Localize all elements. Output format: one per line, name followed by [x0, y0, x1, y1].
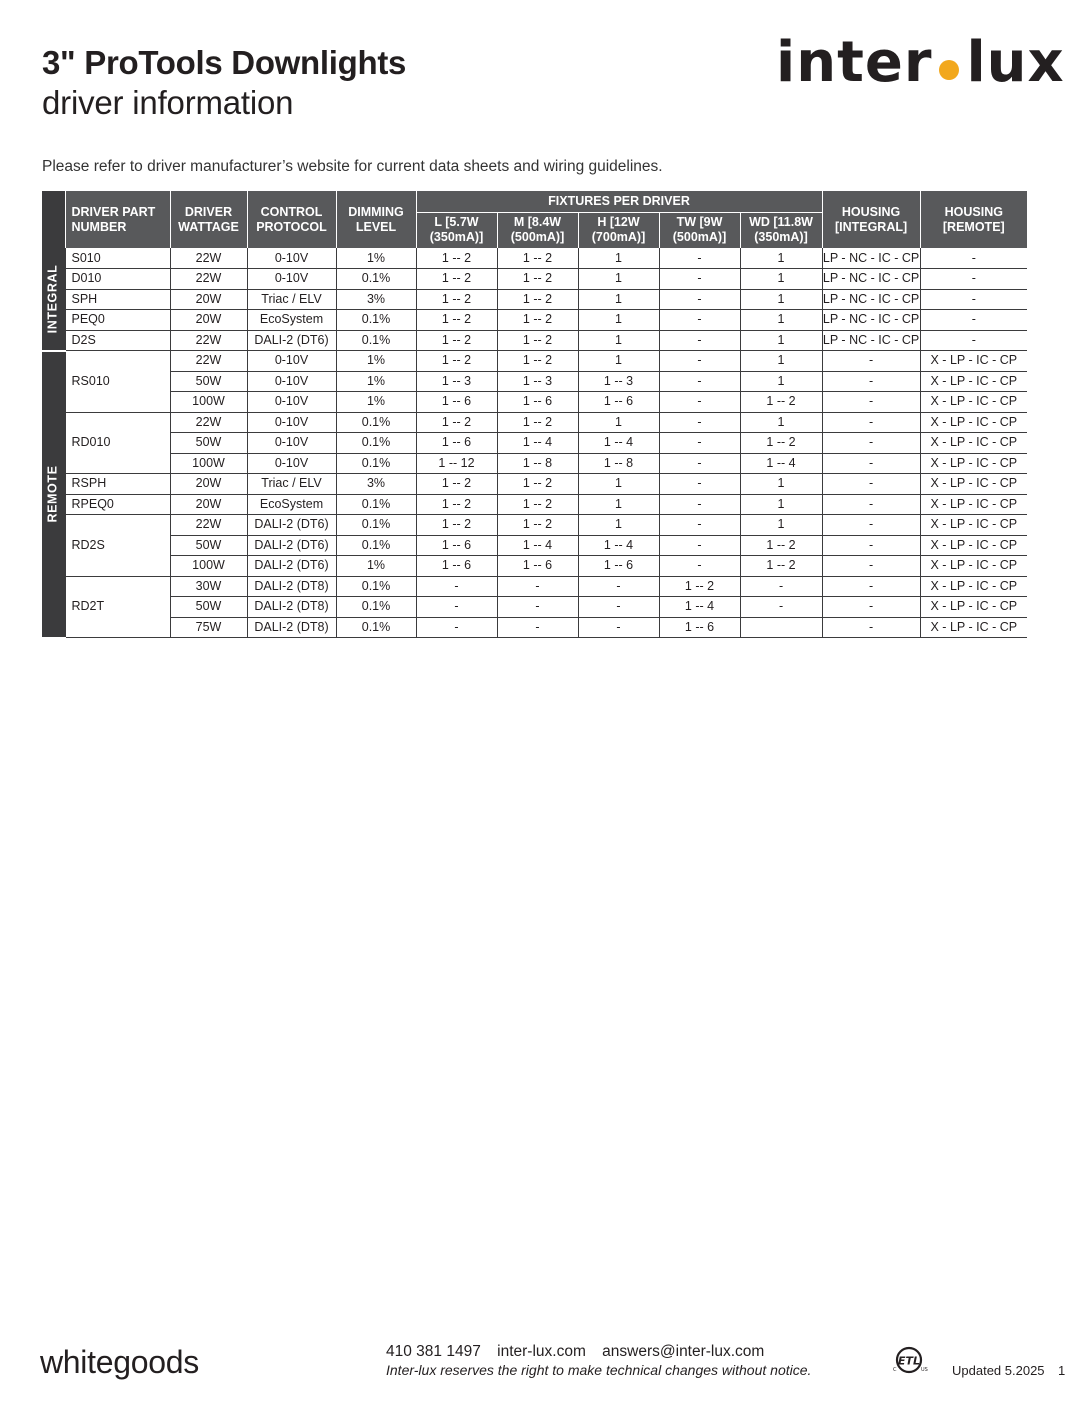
m-cell: 1 -- 6 [497, 392, 578, 413]
h-cell: 1 -- 4 [578, 535, 659, 556]
dimming-cell: 0.1% [336, 453, 416, 474]
l-cell: 1 -- 6 [416, 433, 497, 454]
m-cell: 1 -- 2 [497, 289, 578, 310]
h-cell: 1 [578, 515, 659, 536]
wattage-cell: 50W [170, 535, 247, 556]
col-part-number: DRIVER PART NUMBER [65, 191, 170, 248]
wd-cell: 1 [740, 351, 822, 372]
housing-integral-cell: - [822, 515, 920, 536]
wattage-cell: 50W [170, 371, 247, 392]
svg-text:US: US [921, 1367, 928, 1373]
wattage-cell: 100W [170, 556, 247, 577]
tw-cell: - [659, 351, 740, 372]
wd-cell: 1 [740, 310, 822, 331]
m-cell: 1 -- 2 [497, 474, 578, 495]
part-number-cell: RD2T [65, 576, 170, 638]
housing-integral-cell: - [822, 392, 920, 413]
protocol-cell: DALI-2 (DT8) [247, 617, 336, 638]
housing-remote-cell: - [920, 248, 1027, 269]
housing-integral-cell: - [822, 494, 920, 515]
m-cell: 1 -- 4 [497, 535, 578, 556]
table-row [42, 351, 1027, 372]
protocol-cell: 0-10V [247, 269, 336, 290]
tw-cell: - [659, 515, 740, 536]
protocol-cell: EcoSystem [247, 494, 336, 515]
l-cell: 1 -- 2 [416, 494, 497, 515]
tw-cell: - [659, 330, 740, 351]
l-cell: - [416, 617, 497, 638]
table-row [42, 576, 1027, 597]
tw-cell: - [659, 289, 740, 310]
svg-text:ETL: ETL [897, 1354, 921, 1368]
housing-integral-cell: - [822, 556, 920, 577]
h-cell: 1 [578, 494, 659, 515]
driver-table [42, 191, 1027, 639]
table-row [42, 453, 1027, 474]
l-cell: - [416, 597, 497, 618]
h-cell: 1 -- 6 [578, 556, 659, 577]
dimming-cell: 0.1% [336, 515, 416, 536]
protocol-cell: 0-10V [247, 392, 336, 413]
wd-cell: - [740, 576, 822, 597]
wd-cell: 1 -- 2 [740, 433, 822, 454]
h-cell: 1 -- 8 [578, 453, 659, 474]
wd-cell: 1 -- 2 [740, 535, 822, 556]
h-cell: 1 [578, 474, 659, 495]
l-cell: 1 -- 2 [416, 248, 497, 269]
interlux-logo [776, 30, 1065, 96]
tw-cell: - [659, 453, 740, 474]
m-cell: 1 -- 2 [497, 412, 578, 433]
l-cell: - [416, 576, 497, 597]
wd-cell: 1 [740, 515, 822, 536]
h-cell: 1 [578, 289, 659, 310]
housing-remote-cell: - [920, 330, 1027, 351]
reference-note: Please refer to driver manufacturer’s website for current data sheets and wiring guidelines. [42, 158, 663, 175]
m-cell: - [497, 617, 578, 638]
m-cell: 1 -- 2 [497, 248, 578, 269]
dimming-cell: 0.1% [336, 597, 416, 618]
housing-remote-cell: X - LP - IC - CP [920, 433, 1027, 454]
housing-integral-cell: - [822, 371, 920, 392]
wd-cell: 1 -- 4 [740, 453, 822, 474]
col-l: L [5.7W (350mA)] [416, 212, 497, 248]
tw-cell: - [659, 535, 740, 556]
m-cell: 1 -- 3 [497, 371, 578, 392]
housing-remote-cell: X - LP - IC - CP [920, 474, 1027, 495]
dimming-cell: 0.1% [336, 494, 416, 515]
tw-cell: - [659, 371, 740, 392]
table-row [42, 597, 1027, 618]
h-cell: 1 [578, 310, 659, 331]
l-cell: 1 -- 2 [416, 269, 497, 290]
h-cell: 1 [578, 351, 659, 372]
l-cell: 1 -- 2 [416, 351, 497, 372]
h-cell: - [578, 617, 659, 638]
wattage-cell: 20W [170, 494, 247, 515]
part-number-cell: RSPH [65, 474, 170, 495]
part-number-cell: D2S [65, 330, 170, 351]
wattage-cell: 22W [170, 515, 247, 536]
housing-integral-cell: - [822, 351, 920, 372]
part-number-cell: PEQ0 [65, 310, 170, 331]
tw-cell: - [659, 494, 740, 515]
m-cell: 1 -- 2 [497, 310, 578, 331]
tw-cell: 1 -- 4 [659, 597, 740, 618]
col-housing-integral: HOUSING [INTEGRAL] [822, 191, 920, 248]
l-cell: 1 -- 3 [416, 371, 497, 392]
h-cell: 1 [578, 330, 659, 351]
part-number-cell: D010 [65, 269, 170, 290]
protocol-cell: DALI-2 (DT6) [247, 330, 336, 351]
wd-cell: 1 [740, 289, 822, 310]
wattage-cell: 50W [170, 597, 247, 618]
part-number-cell: RPEQ0 [65, 494, 170, 515]
table-row [42, 248, 1027, 269]
l-cell: 1 -- 6 [416, 556, 497, 577]
protocol-cell: Triac / ELV [247, 474, 336, 495]
wd-cell: 1 -- 2 [740, 392, 822, 413]
housing-remote-cell: X - LP - IC - CP [920, 494, 1027, 515]
page-title: 3" ProTools Downlights [42, 44, 407, 81]
wattage-cell: 22W [170, 248, 247, 269]
protocol-cell: Triac / ELV [247, 289, 336, 310]
col-housing-remote: HOUSING [REMOTE] [920, 191, 1027, 248]
tw-cell: - [659, 248, 740, 269]
corner-cell [42, 191, 65, 248]
wd-cell [740, 617, 822, 638]
housing-remote-cell: X - LP - IC - CP [920, 412, 1027, 433]
protocol-cell: 0-10V [247, 433, 336, 454]
housing-integral-cell: - [822, 412, 920, 433]
l-cell: 1 -- 2 [416, 515, 497, 536]
housing-remote-cell: - [920, 289, 1027, 310]
l-cell: 1 -- 2 [416, 330, 497, 351]
wd-cell: 1 [740, 494, 822, 515]
group-label-text: INTEGRAL [45, 264, 60, 334]
housing-integral-cell: LP - NC - IC - CP [822, 330, 920, 351]
etl-cert-icon [890, 1346, 928, 1374]
housing-integral-cell: - [822, 617, 920, 638]
part-number-cell: RS010 [65, 351, 170, 413]
part-number-cell: S010 [65, 248, 170, 269]
table-row [42, 330, 1027, 351]
housing-remote-cell: X - LP - IC - CP [920, 351, 1027, 372]
logo-dot-icon [939, 60, 959, 80]
h-cell: 1 [578, 412, 659, 433]
housing-remote-cell: X - LP - IC - CP [920, 371, 1027, 392]
table-row [42, 310, 1027, 331]
protocol-cell: 0-10V [247, 412, 336, 433]
l-cell: 1 -- 6 [416, 392, 497, 413]
dimming-cell: 0.1% [336, 412, 416, 433]
table-row [42, 535, 1027, 556]
wattage-cell: 20W [170, 289, 247, 310]
group-label [42, 248, 65, 351]
tw-cell: - [659, 412, 740, 433]
col-protocol: CONTROL PROTOCOL [247, 191, 336, 248]
dimming-cell: 0.1% [336, 576, 416, 597]
col-wattage: DRIVER WATTAGE [170, 191, 247, 248]
wattage-cell: 22W [170, 269, 247, 290]
housing-integral-cell: - [822, 535, 920, 556]
l-cell: 1 -- 2 [416, 412, 497, 433]
part-number-cell: RD2S [65, 515, 170, 577]
table-row [42, 556, 1027, 577]
dimming-cell: 3% [336, 289, 416, 310]
col-m: M [8.4W (500mA)] [497, 212, 578, 248]
part-number-cell: RD010 [65, 412, 170, 474]
housing-integral-cell: LP - NC - IC - CP [822, 289, 920, 310]
table-row [42, 494, 1027, 515]
tw-cell: 1 -- 6 [659, 617, 740, 638]
housing-remote-cell: X - LP - IC - CP [920, 453, 1027, 474]
wattage-cell: 20W [170, 474, 247, 495]
wattage-cell: 50W [170, 433, 247, 454]
tw-cell: - [659, 556, 740, 577]
wattage-cell: 22W [170, 351, 247, 372]
housing-integral-cell: - [822, 474, 920, 495]
m-cell: 1 -- 2 [497, 515, 578, 536]
tw-cell: - [659, 433, 740, 454]
dimming-cell: 0.1% [336, 330, 416, 351]
protocol-cell: DALI-2 (DT6) [247, 515, 336, 536]
dimming-cell: 1% [336, 556, 416, 577]
dimming-cell: 3% [336, 474, 416, 495]
dimming-cell: 0.1% [336, 310, 416, 331]
table-row [42, 371, 1027, 392]
group-label-text: REMOTE [45, 465, 60, 523]
dimming-cell: 0.1% [336, 535, 416, 556]
page-number: 1 [1058, 1363, 1066, 1378]
col-tw: TW [9W (500mA)] [659, 212, 740, 248]
wd-cell: 1 [740, 330, 822, 351]
tw-cell: - [659, 474, 740, 495]
table-row [42, 474, 1027, 495]
wd-cell: 1 -- 2 [740, 556, 822, 577]
wattage-cell: 100W [170, 392, 247, 413]
protocol-cell: DALI-2 (DT6) [247, 556, 336, 577]
housing-remote-cell: X - LP - IC - CP [920, 617, 1027, 638]
protocol-cell: 0-10V [247, 453, 336, 474]
housing-remote-cell: - [920, 310, 1027, 331]
l-cell: 1 -- 6 [416, 535, 497, 556]
housing-integral-cell: - [822, 576, 920, 597]
disclaimer: Inter-lux reserves the right to make technical changes without notice. [386, 1362, 812, 1378]
m-cell: 1 -- 6 [497, 556, 578, 577]
l-cell: 1 -- 2 [416, 289, 497, 310]
dimming-cell: 0.1% [336, 433, 416, 454]
table-row [42, 412, 1027, 433]
wd-cell: 1 [740, 412, 822, 433]
part-number-cell: SPH [65, 289, 170, 310]
dimming-cell: 1% [336, 392, 416, 413]
whitegoods-brand: whitegoods [40, 1344, 199, 1380]
tw-cell: - [659, 269, 740, 290]
protocol-cell: 0-10V [247, 248, 336, 269]
wattage-cell: 100W [170, 453, 247, 474]
col-h: H [12W (700mA)] [578, 212, 659, 248]
page-subtitle: driver information [42, 84, 294, 121]
tw-cell: - [659, 392, 740, 413]
housing-remote-cell: X - LP - IC - CP [920, 556, 1027, 577]
protocol-cell: 0-10V [247, 371, 336, 392]
m-cell: 1 -- 2 [497, 351, 578, 372]
h-cell: 1 -- 3 [578, 371, 659, 392]
group-label [42, 351, 65, 638]
housing-remote-cell: X - LP - IC - CP [920, 515, 1027, 536]
wattage-cell: 20W [170, 310, 247, 331]
l-cell: 1 -- 12 [416, 453, 497, 474]
wattage-cell: 22W [170, 412, 247, 433]
table-row [42, 269, 1027, 290]
wd-cell: - [740, 597, 822, 618]
housing-integral-cell: - [822, 453, 920, 474]
wattage-cell: 30W [170, 576, 247, 597]
housing-integral-cell: LP - NC - IC - CP [822, 248, 920, 269]
wd-cell: 1 [740, 474, 822, 495]
m-cell: 1 -- 8 [497, 453, 578, 474]
housing-remote-cell: X - LP - IC - CP [920, 597, 1027, 618]
m-cell: 1 -- 2 [497, 330, 578, 351]
m-cell: 1 -- 4 [497, 433, 578, 454]
m-cell: - [497, 576, 578, 597]
protocol-cell: 0-10V [247, 351, 336, 372]
housing-remote-cell: X - LP - IC - CP [920, 535, 1027, 556]
l-cell: 1 -- 2 [416, 474, 497, 495]
housing-integral-cell: LP - NC - IC - CP [822, 269, 920, 290]
l-cell: 1 -- 2 [416, 310, 497, 331]
dimming-cell: 1% [336, 371, 416, 392]
wd-cell: 1 [740, 269, 822, 290]
contact-line [386, 1343, 776, 1361]
protocol-cell: DALI-2 (DT6) [247, 535, 336, 556]
housing-integral-cell: LP - NC - IC - CP [822, 310, 920, 331]
h-cell: 1 -- 4 [578, 433, 659, 454]
col-dimming: DIMMING LEVEL [336, 191, 416, 248]
housing-remote-cell: - [920, 269, 1027, 290]
table-row [42, 433, 1027, 454]
protocol-cell: DALI-2 (DT8) [247, 576, 336, 597]
h-cell: 1 [578, 269, 659, 290]
dimming-cell: 1% [336, 248, 416, 269]
website-link[interactable]: inter-lux.com [497, 1343, 586, 1360]
wattage-cell: 75W [170, 617, 247, 638]
dimming-cell: 1% [336, 351, 416, 372]
table-row [42, 392, 1027, 413]
m-cell: 1 -- 2 [497, 494, 578, 515]
dimming-cell: 0.1% [336, 269, 416, 290]
logo-text-left: inter [776, 30, 933, 95]
h-cell: 1 [578, 248, 659, 269]
m-cell: 1 -- 2 [497, 269, 578, 290]
col-wd: WD [11.8W (350mA)] [740, 212, 822, 248]
phone-number: 410 381 1497 [386, 1343, 481, 1360]
wattage-cell: 22W [170, 330, 247, 351]
table-row [42, 515, 1027, 536]
h-cell: 1 -- 6 [578, 392, 659, 413]
protocol-cell: EcoSystem [247, 310, 336, 331]
table-row [42, 289, 1027, 310]
updated-date: Updated 5.2025 [952, 1363, 1045, 1378]
tw-cell: - [659, 310, 740, 331]
table-row [42, 617, 1027, 638]
protocol-cell: DALI-2 (DT8) [247, 597, 336, 618]
h-cell: - [578, 576, 659, 597]
housing-remote-cell: X - LP - IC - CP [920, 576, 1027, 597]
logo-text-right: lux [966, 30, 1065, 95]
m-cell: - [497, 597, 578, 618]
wd-cell: 1 [740, 371, 822, 392]
h-cell: - [578, 597, 659, 618]
housing-integral-cell: - [822, 597, 920, 618]
wd-cell: 1 [740, 248, 822, 269]
housing-integral-cell: - [822, 433, 920, 454]
dimming-cell: 0.1% [336, 617, 416, 638]
email-link[interactable]: answers@inter-lux.com [602, 1343, 765, 1360]
housing-remote-cell: X - LP - IC - CP [920, 392, 1027, 413]
col-fixtures-per-driver: FIXTURES PER DRIVER [416, 191, 822, 212]
svg-text:C: C [893, 1367, 897, 1373]
tw-cell: 1 -- 2 [659, 576, 740, 597]
